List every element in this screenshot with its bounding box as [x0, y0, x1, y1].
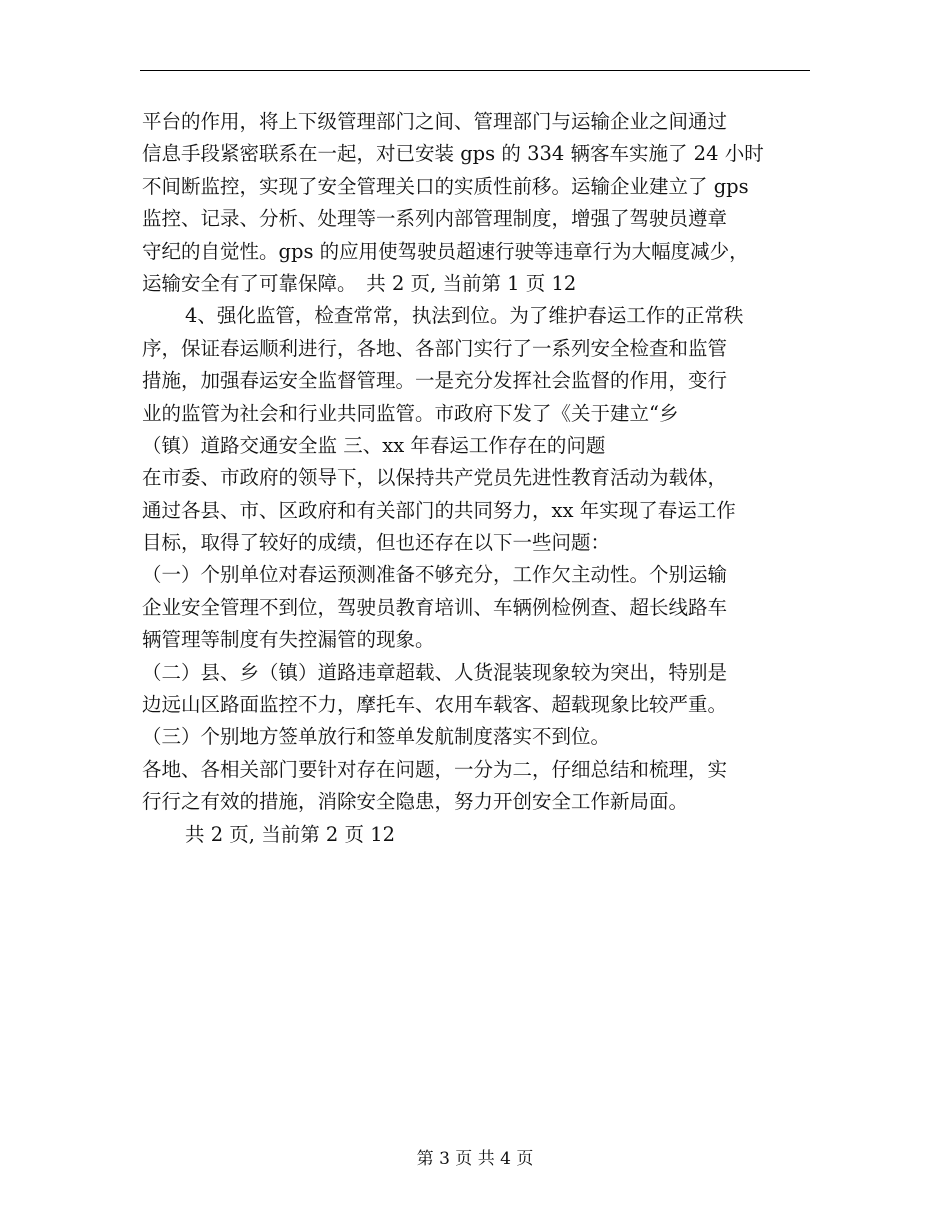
text-line: 不间断监控，实现了安全管理关口的实质性前移。运输企业建立了 gps: [142, 174, 749, 198]
text-line: 目标，取得了较好的成绩，但也还存在以下一些问题：: [142, 531, 611, 555]
text-line: 通过各县、市、区政府和有关部门的共同努力，xx 年实现了春运工作: [142, 498, 736, 522]
text-line: （一）个别单位对春运预测准备不够充分，工作欠主动性。个别运输: [142, 563, 728, 587]
text-line: 业的监管为社会和行业共同监管。市政府下发了《关于建立“乡: [142, 401, 679, 425]
text-line: 措施，加强春运安全监督管理。一是充分发挥社会监督的作用，变行: [142, 369, 728, 393]
text-line: 守纪的自觉性。gps 的应用使驾驶员超速行驶等违章行为大幅度减少，: [142, 239, 749, 263]
document-body: [142, 106, 810, 851]
text-line: 信息手段紧密联系在一起，对已安装 gps 的 334 辆客车实施了 24 小时: [142, 142, 764, 166]
page-number-footer: 第 3 页 共 4 页: [416, 1149, 534, 1169]
text-line: （三）个别地方签单放行和签单发航制度落实不到位。: [142, 725, 611, 749]
text-line: 在市委、市政府的领导下，以保持共产党员先进性教育活动为载体，: [142, 466, 728, 490]
text-line: 4、强化监管，检查常常，执法到位。为了维护春运工作的正常秩: [185, 304, 744, 328]
header-rule: [140, 70, 810, 71]
text-line: 平台的作用，将上下级管理部门之间、管理部门与运输企业之间通过: [142, 110, 728, 133]
text-line: 监控、记录、分析、处理等一系列内部管理制度，增强了驾驶员遵章: [142, 207, 728, 231]
text-line: 企业安全管理不到位，驾驶员教育培训、车辆例检例查、超长线路车: [142, 595, 728, 619]
text-line: 序，保证春运顺利进行，各地、各部门实行了一系列安全检查和监管: [142, 336, 728, 360]
text-line: 边远山区路面监控不力，摩托车、农用车载客、超载现象比较严重。: [142, 693, 728, 717]
text-line: 运输安全有了可靠保障。 共 2 页, 当前第 1 页 12: [142, 271, 577, 295]
text-line: 行行之有效的措施，消除安全隐患，努力开创安全工作新局面。: [142, 790, 689, 814]
text-line: （镇）道路交通安全监 三、xx 年春运工作存在的问题: [142, 433, 606, 457]
text-line: （二）县、乡（镇）道路违章超载、人货混装现象较为突出，特别是: [142, 660, 728, 684]
text-line: 共 2 页, 当前第 2 页 12: [185, 822, 396, 846]
text-line: 各地、各相关部门要针对存在问题，一分为二，仔细总结和梳理，实: [142, 757, 728, 781]
text-line: 辆管理等制度有失控漏管的现象。: [142, 628, 435, 652]
